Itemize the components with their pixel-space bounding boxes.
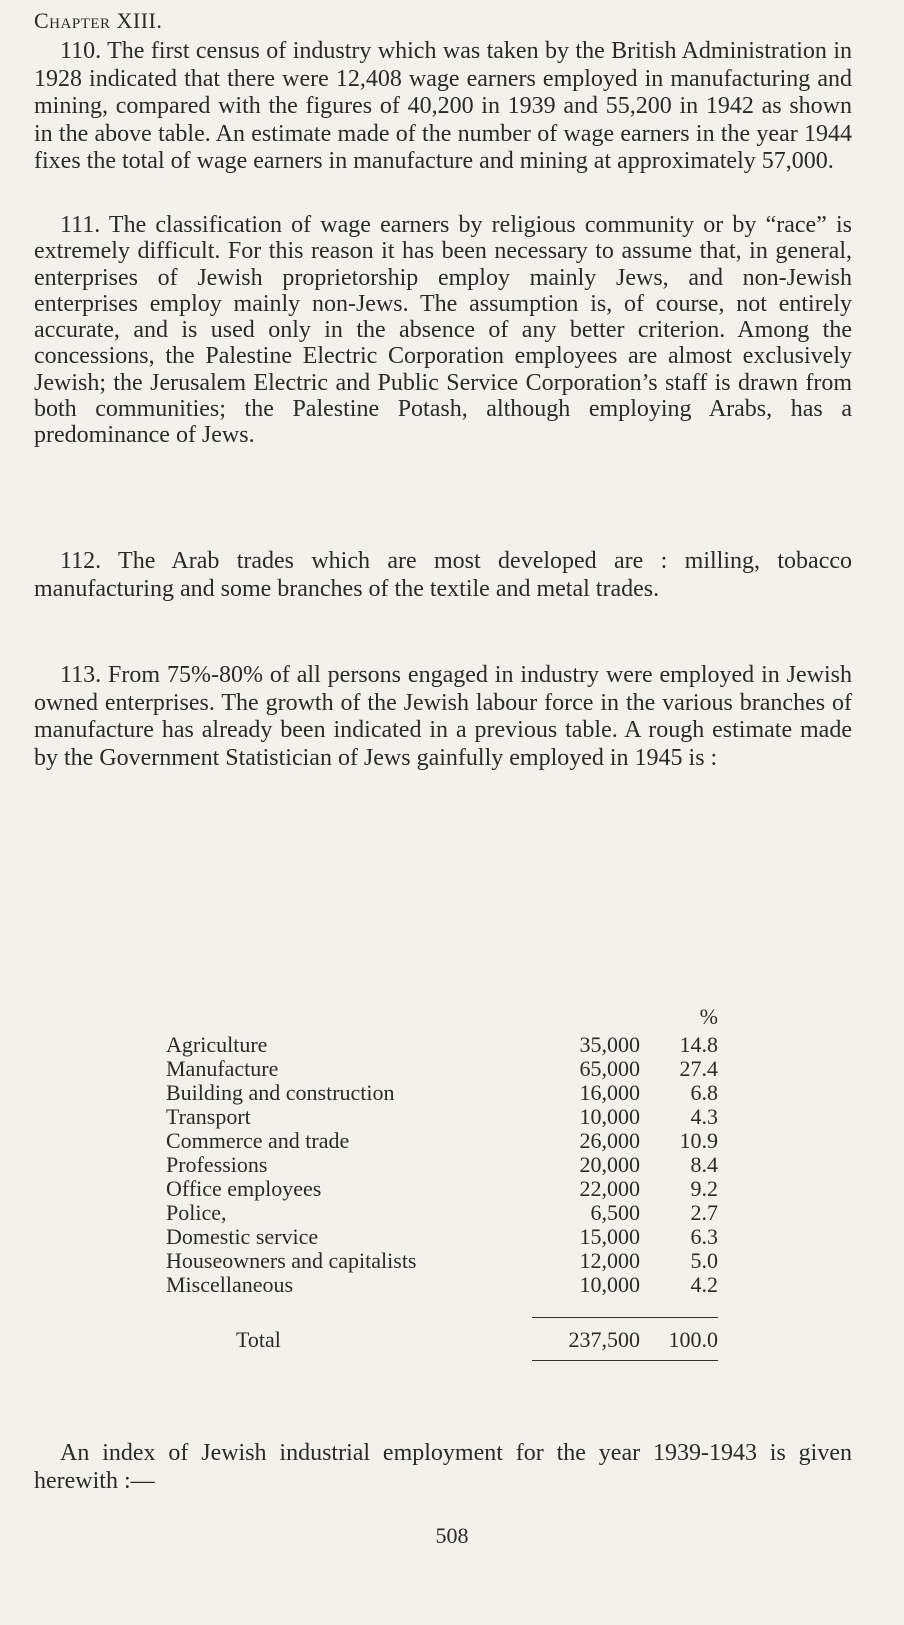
table-header: [166, 1005, 726, 1033]
paragraph-text: 111. The classification of wage earners by religious community or by “race” is extremely difficult. For this reason it has been necessary to assume that, in general, enterprises of Jewish proprietorship employ mainly Jews, and non-Jewish enterprises employ mainly non-Jews. The assumption is, of course, not entirely accurate, and is used only in the absence of any better criterion. Among the concessions, the Palestine Electric Corporation employees are almost exclusively Jewish; the Jerusalem Electric and Public Service Corporation’s staff is drawn from both communities; the Palestine Potash, although employing Arabs, has a predominance of Jews.: [34, 212, 852, 449]
total-pct: 100.0: [668, 1327, 718, 1352]
cell-label: Office employees: [166, 1176, 322, 1201]
total-row: [166, 1328, 726, 1352]
table-row: [166, 1249, 726, 1273]
table-row: [166, 1153, 726, 1177]
table-row: [166, 1129, 726, 1153]
cell-number: 10,000: [579, 1104, 640, 1129]
pct-header: %: [699, 1004, 718, 1029]
paragraph-113: [34, 662, 852, 772]
paragraph-110: [34, 38, 852, 176]
cell-label: Professions: [166, 1152, 268, 1177]
table-row: [166, 1105, 726, 1129]
cell-pct: 5.0: [690, 1248, 718, 1273]
total-rule-bottom: [532, 1360, 718, 1361]
cell-number: 26,000: [579, 1128, 640, 1153]
table-row: [166, 1081, 726, 1105]
cell-number: 6,500: [590, 1200, 640, 1225]
cell-number: 16,000: [579, 1080, 640, 1105]
cell-pct: 4.3: [690, 1104, 718, 1129]
paragraph-text: 113. From 75%-80% of all persons engaged in industry were employed in Jewish owned enterprises. The growth of the Jewish labour force in the various branches of manufacture has already been indicated in a previous table. A rough estimate made by the Government Statistician of Jews gainfully employed in 1945 is :: [34, 662, 852, 771]
cell-label: Building and construction: [166, 1080, 395, 1105]
paragraph-text: An index of Jewish industrial employment for the year 1939-1943 is given herewith :—: [34, 1440, 852, 1494]
cell-number: 65,000: [579, 1056, 640, 1081]
total-label: Total: [236, 1327, 281, 1352]
cell-pct: 2.7: [690, 1200, 718, 1225]
cell-number: 22,000: [579, 1176, 640, 1201]
cell-pct: 6.3: [690, 1224, 718, 1249]
paragraph-text: 110. The first census of industry which was taken by the British Administration in 1928 indicated that there were 12,408 wage earners employed in manufacturing and mining, compared with the figures of 40,200 in 1939 and 55,200 in 1942 as shown in the above table. An estimate made of the number of wage earners in the year 1944 fixes the total of wage earners in manufacture and mining at approximately 57,000.: [34, 38, 852, 174]
table-row: [166, 1273, 726, 1297]
table-row: [166, 1201, 726, 1225]
total-number: 237,500: [568, 1327, 640, 1352]
cell-number: 15,000: [579, 1224, 640, 1249]
employment-table: [166, 1005, 726, 1361]
page-number: 508: [435, 1523, 469, 1548]
paragraph-111: [34, 212, 852, 449]
closing-paragraph: [34, 1440, 852, 1495]
cell-label: Agriculture: [166, 1032, 268, 1057]
cell-pct: 14.8: [679, 1032, 718, 1057]
cell-label: Domestic service: [166, 1224, 319, 1249]
cell-number: 35,000: [579, 1032, 640, 1057]
cell-label: Police,: [166, 1200, 227, 1225]
chapter-heading: Chapter XIII.: [34, 8, 163, 33]
table-row: [166, 1225, 726, 1249]
cell-label: Manufacture: [166, 1056, 279, 1081]
cell-pct: 4.2: [690, 1272, 718, 1297]
cell-pct: 9.2: [690, 1176, 718, 1201]
cell-pct: 27.4: [679, 1056, 718, 1081]
table-row: [166, 1033, 726, 1057]
cell-number: 10,000: [579, 1272, 640, 1297]
table-row: [166, 1057, 726, 1081]
cell-label: Commerce and trade: [166, 1128, 350, 1153]
cell-label: Transport: [166, 1104, 251, 1129]
paragraph-text: 112. The Arab trades which are most developed are : milling, tobacco manufacturing and some branches of the textile and metal trades.: [34, 548, 852, 602]
cell-label: Houseowners and capitalists: [166, 1248, 417, 1273]
cell-pct: 10.9: [679, 1128, 718, 1153]
cell-number: 12,000: [579, 1248, 640, 1273]
cell-pct: 8.4: [690, 1152, 718, 1177]
cell-number: 20,000: [579, 1152, 640, 1177]
table-row: [166, 1177, 726, 1201]
cell-pct: 6.8: [690, 1080, 718, 1105]
paragraph-112: [34, 548, 852, 603]
cell-label: Miscellaneous: [166, 1272, 294, 1297]
